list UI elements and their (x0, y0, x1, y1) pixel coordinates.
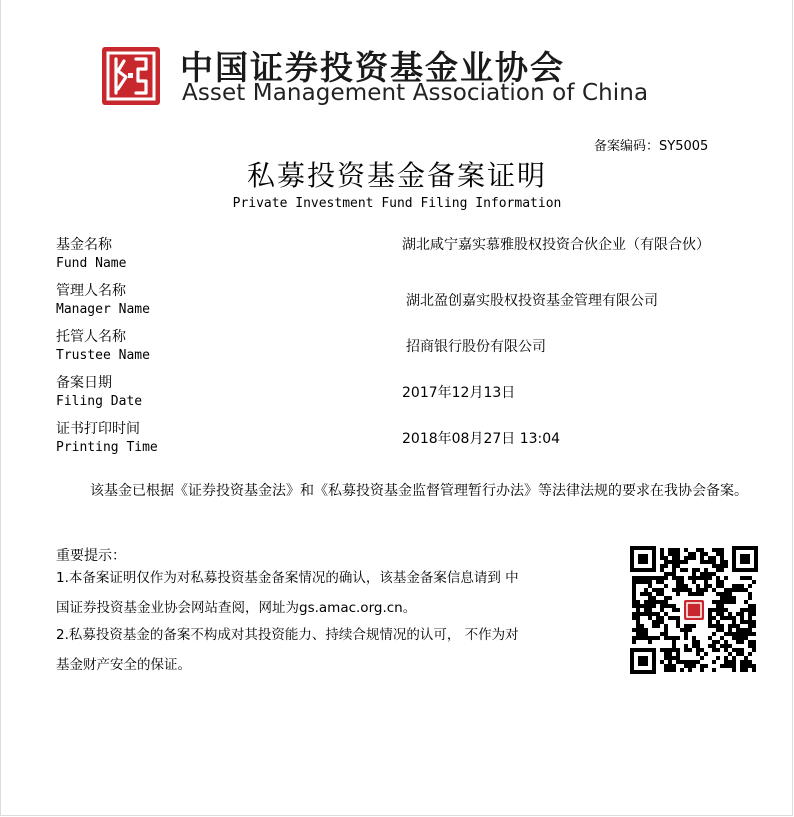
document-title-cn: 私募投资基金备案证明 (246, 159, 547, 192)
filing-date-value: 2017年12月13日 (402, 385, 516, 401)
org-name-cn: 中国证券投资基金业协会 (180, 48, 565, 87)
notice-item-1-line-1: 1.本备案证明仅作为对私募投资基金备案情况的确认，该基金备案信息请到 中 (56, 570, 519, 586)
notice-item-1-line-2: 国证券投资基金业协会网站查阅，网址为gs.amac.org.cn。 (56, 600, 417, 616)
filing-date-label-en: Filing Date (56, 394, 143, 409)
amac-seal-logo-icon (102, 47, 160, 105)
notice-item-2-line-1: 2.私募投资基金的备案不构成对其投资能力、持续合规情况的认可， 不作为对 (56, 627, 519, 643)
fund-name-value: 湖北咸宁嘉实慕雅股权投资合伙企业（有限合伙） (402, 237, 710, 253)
trustee-name-label-cn: 托管人名称 (56, 329, 126, 345)
filing-number: 备案编码：SY5005 (594, 139, 709, 154)
fund-name-label-cn: 基金名称 (56, 237, 112, 253)
printing-time-label-cn: 证书打印时间 (56, 421, 140, 437)
qr-code-icon[interactable] (629, 545, 759, 675)
manager-name-value: 湖北盈创嘉实股权投资基金管理有限公司 (406, 293, 658, 309)
org-name-en: Asset Management Association of China (182, 80, 649, 106)
printing-time-label-en: Printing Time (56, 440, 158, 455)
manager-name-label-cn: 管理人名称 (56, 283, 126, 299)
filing-date-label-cn: 备案日期 (56, 375, 112, 391)
trustee-name-label-en: Trustee Name (56, 348, 150, 363)
fund-name-label-en: Fund Name (56, 256, 127, 271)
filing-statement: 该基金已根据《证券投资基金法》和《私募投资基金监督管理暂行办法》等法律法规的要求在我协会备案。 (90, 483, 748, 499)
document-title-en: Private Investment Fund Filing Information (232, 196, 562, 211)
notice-item-2-line-2: 基金财产安全的保证。 (56, 657, 191, 673)
trustee-name-value: 招商银行股份有限公司 (406, 339, 546, 355)
manager-name-label-en: Manager Name (56, 302, 150, 317)
notice-title: 重要提示： (56, 548, 126, 564)
printing-time-value: 2018年08月27日 13:04 (402, 431, 561, 447)
